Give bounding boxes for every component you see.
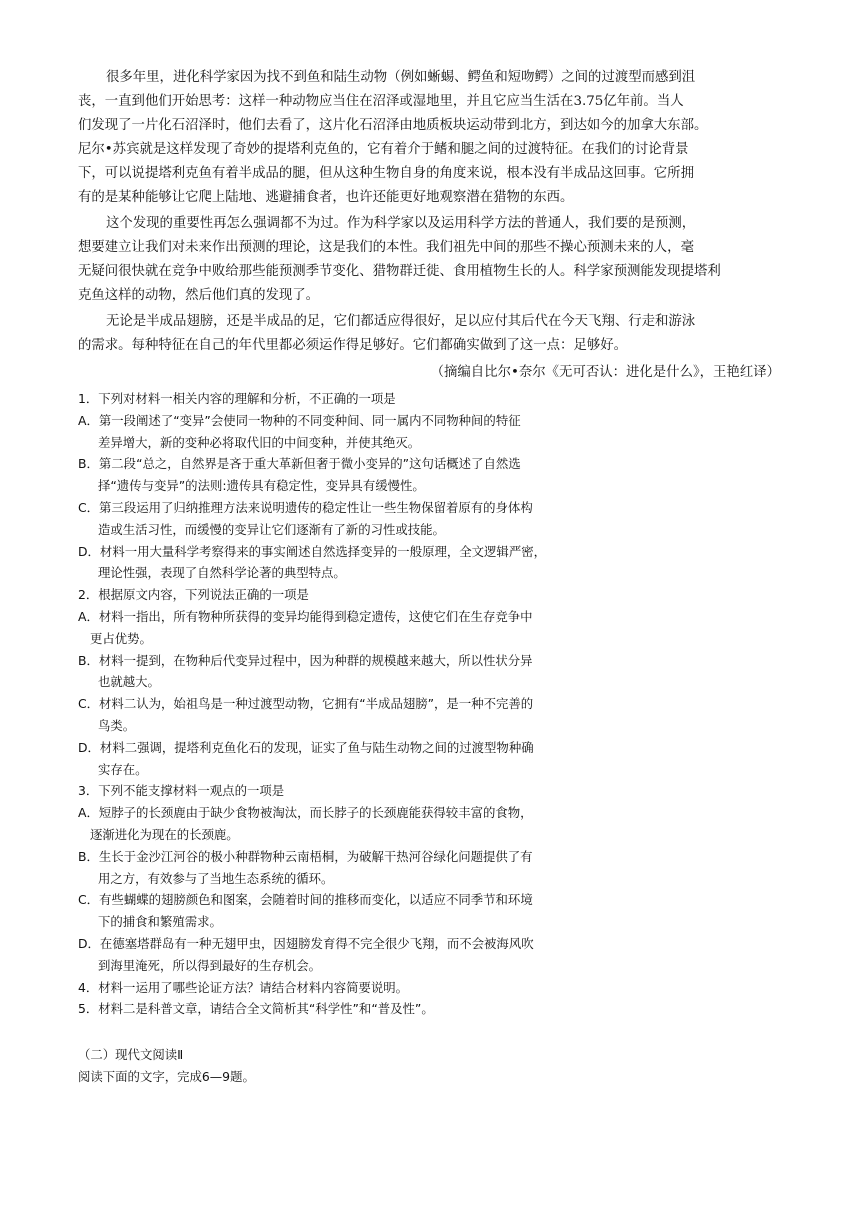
question-4-stem: 4．材料一运用了哪些论证方法？请结合材料内容简要说明。 [78,979,409,995]
question-3-option-b: B．生长于金沙江河谷的极小种群物种云南梧桐，为破解干热河谷绿化问题提供了有 用之方，有效参与了当地生态系统的循环。 [78,848,533,886]
question-2-option-c: C．材料二认为，始祖鸟是一种过渡型动物，它拥有“半成品翅膀”，是一种不完善的 鸟类。 [78,696,534,733]
source-citation: （摘编自比尔•奈尔《无可否认：进化是什么》，王艳红译） [430,365,780,380]
question-2-option-a: A．材料一指出，所有物种所获得的变异均能得到稳定遗传，这使它们在生存竞争中 更占优势。 [78,608,533,646]
passage-paragraph-3 [78,310,780,358]
section-heading: （二）现代文阅读Ⅱ [78,1047,184,1062]
text-line: 这个发现的重要性再怎么强调都不为过。作为科学家以及运用科学方法的普通人，我们要的是预测， [106,216,696,231]
text-line: 有的是某种能够让它爬上陆地、逃避捕食者，也许还能更好地观察潜在猎物的东西。 [78,190,574,205]
text-line: 克鱼这样的动物，然后他们真的发现了。 [78,288,320,303]
text-line: 们发现了一片化石沼泽时，他们去看了，这片化石沼泽由地质板块运动带到北方，到达如今的加拿大东部。 [78,118,708,133]
question-1-option-a: A．第一段阐述了“变异”会使同一物种的不同变种间、同一属内不同物种间的特征 差异增大，新的变种必将取代旧的中间变种，并使其绝灭。 [78,412,521,450]
question-3-option-d: D．在德塞塔群岛有一种无翅甲虫，因翅膀发育得不完全很少飞翔，而不会被海风吹 到海里淹死，所以得到最好的生存机会。 [78,935,534,973]
question-1-option-c: C．第三段运用了归纳推理方法来说明遗传的稳定性让一些生物保留着原有的身体构 造或生活习性，而缓慢的变异让它们逐渐有了新的习性或技能。 [78,499,533,537]
text-line: 下，可以说提塔利克鱼有着半成品的腿，但从这种生物自身的角度来说，根本没有半成品这回事。它所拥 [78,166,694,181]
text-line: 丧，一直到他们开始思考：这样一种动物应当住在沼泽或湿地里，并且它应当生活在3.75亿年前。当人 [78,94,684,109]
question-list [78,388,638,1020]
text-line: 想要建立让我们对未来作出预测的理论，这是我们的本性。我们祖先中间的那些不操心预测未来的人，毫 [78,240,694,255]
text-line: 很多年里，进化科学家因为找不到鱼和陆生动物（例如蜥蜴、鳄鱼和短吻鳄）之间的过渡型而感到沮 [106,70,696,85]
question-1-option-b: B．第二段“总之，自然界是吝于重大革新但奢于微小变异的”这句话概述了自然选 择“遗传与变异”的法则:遗传具有稳定性，变异具有缓慢性。 [78,456,521,494]
question-1-option-d: D．材料一用大量科学考察得来的事实阐述自然选择变异的一般原理，全文逻辑严密， 理论性强，表现了自然科学论著的典型特点。 [78,543,546,581]
section-block [78,1044,255,1088]
question-2-stem: 2．根据原文内容，下列说法正确的一项是 [78,587,309,603]
question-3-option-c: C．有些蝴蝶的翅膀颜色和图案，会随着时间的推移而变化，以适应不同季节和环境 下的捕食和繁殖需求。 [78,892,533,930]
question-5-stem: 5．材料二是科普文章，请结合全文简析其“科学性”和“普及性”。 [78,1001,434,1017]
passage-paragraph-2 [78,212,780,308]
passage-paragraph-1 [78,66,780,210]
text-line: 无论是半成品翅膀，还是半成品的足，它们都适应得很好，足以应付其后代在今天飞翔、行走和游泳 [106,314,696,329]
question-3-stem: 3．下列不能支撑材料一观点的一项是 [78,783,285,799]
text-line: 的需求。每种特征在自己的年代里都必须运作得足够好。它们都确实做到了这一点：足够好。 [78,338,628,353]
section-instruction: 阅读下面的文字，完成6—9题。 [78,1068,255,1084]
question-1-stem: 1．下列对材料一相关内容的理解和分析，不正确的一项是 [78,391,396,406]
text-line: 尼尔•苏宾就是这样发现了奇妙的提塔利克鱼的，它有着介于鳍和腿之间的过渡特征。在我们的讨论背景 [78,142,689,157]
question-2-option-d: D．材料二强调，提塔利克鱼化石的发现，证实了鱼与陆生动物之间的过渡型物种确 实存在。 [78,739,534,777]
text-line: 无疑问很快就在竞争中败给那些能预测季节变化、猎物群迁徙、食用植物生长的人。科学家预测能发现提塔利 [78,264,721,279]
question-2-option-b: B．材料一提到，在物种后代变异过程中，因为种群的规模越来越大，所以性状分异 也就越大。 [78,652,533,690]
question-3-option-a: A．短脖子的长颈鹿由于缺少食物被淘汰，而长脖子的长颈鹿能获得较丰富的食物， 逐渐进化为现在的长颈鹿。 [78,805,533,842]
